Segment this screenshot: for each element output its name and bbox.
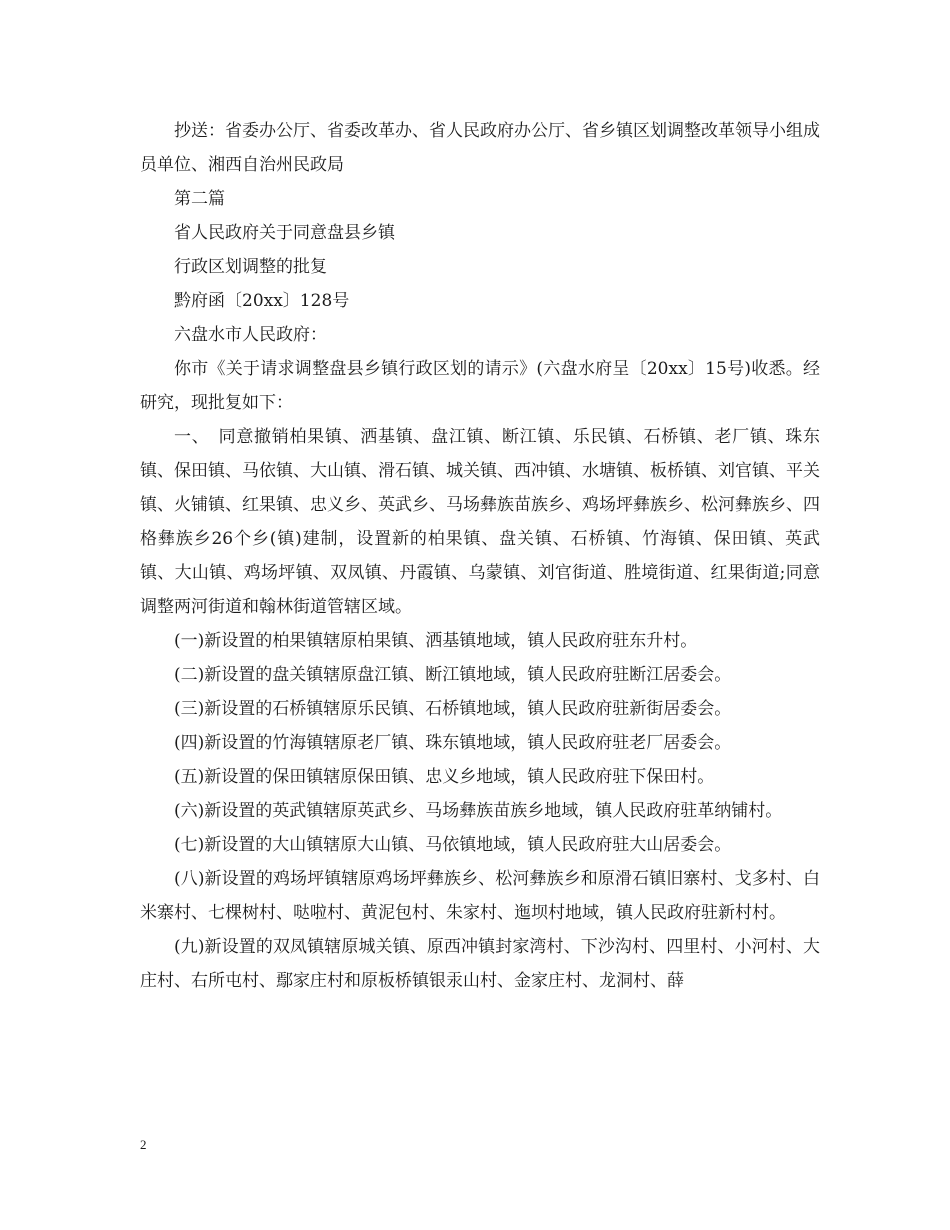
cc-paragraph: 抄送：省委办公厅、省委改革办、省人民政府办公厅、省乡镇区划调整改革领导小组成员单位、湘西自治州民政局 — [140, 121, 820, 175]
body-paragraph: 你市《关于请求调整盘县乡镇行政区划的请示》(六盘水府呈〔20xx〕15号)收悉。经研究，现批复如下： — [140, 359, 820, 413]
list-item: (五)新设置的保田镇辖原保田镇、忠义乡地域，镇人民政府驻下保田村。 — [174, 767, 715, 787]
list-item: (八)新设置的鸡场坪镇辖原鸡场坪彝族乡、松河彝族乡和原滑石镇旧寨村、戈多村、白米寨村、七棵树村、哒啦村、黄泥包村、朱家村、迤坝村地域，镇人民政府驻新村村。 — [140, 869, 820, 923]
body-paragraph: 一、 同意撤销柏果镇、洒基镇、盘江镇、断江镇、乐民镇、石桥镇、老厂镇、珠东镇、保田镇、马依镇、大山镇、滑石镇、城关镇、西冲镇、水塘镇、板桥镇、刘官镇、平关镇、火铺镇、红果镇、忠义乡、英武乡、马场彝族苗族乡、鸡场坪彝族乡、松河彝族乡、四格彝族乡26个乡(镇)建制，设置新的柏果镇、盘关镇、石桥镇、竹海镇、保田镇、英武镇、大山镇、鸡场坪镇、双凤镇、丹霞镇、乌蒙镇、刘官街道、胜境街道、红果街道;同意调整两河街道和翰林街道管辖区域。 — [140, 427, 820, 617]
list-item: (九)新设置的双凤镇辖原城关镇、原西冲镇封家湾村、下沙沟村、四里村、小河村、大庄村、右所屯村、鄢家庄村和原板桥镇银汞山村、金家庄村、龙洞村、薛 — [140, 937, 820, 991]
section-heading: 第二篇 — [174, 189, 225, 209]
document-body — [140, 114, 820, 998]
list-item: (三)新设置的石桥镇辖原乐民镇、石桥镇地域，镇人民政府驻新街居委会。 — [174, 699, 732, 719]
addressee: 六盘水市人民政府： — [174, 325, 327, 345]
document-number: 黔府函〔20xx〕128号 — [174, 291, 350, 311]
list-item: (二)新设置的盘关镇辖原盘江镇、断江镇地域，镇人民政府驻断江居委会。 — [174, 665, 732, 685]
list-item: (七)新设置的大山镇辖原大山镇、马依镇地域，镇人民政府驻大山居委会。 — [174, 835, 732, 855]
document-title-line-2: 行政区划调整的批复 — [174, 257, 327, 277]
list-item: (一)新设置的柏果镇辖原柏果镇、洒基镇地域，镇人民政府驻东升村。 — [174, 631, 698, 651]
list-item: (六)新设置的英武镇辖原英武乡、马场彝族苗族乡地域，镇人民政府驻革纳铺村。 — [174, 801, 783, 821]
page-number: 2 — [140, 1137, 147, 1152]
document-title-line-1: 省人民政府关于同意盘县乡镇 — [174, 223, 395, 243]
list-item: (四)新设置的竹海镇辖原老厂镇、珠东镇地域，镇人民政府驻老厂居委会。 — [174, 733, 732, 753]
